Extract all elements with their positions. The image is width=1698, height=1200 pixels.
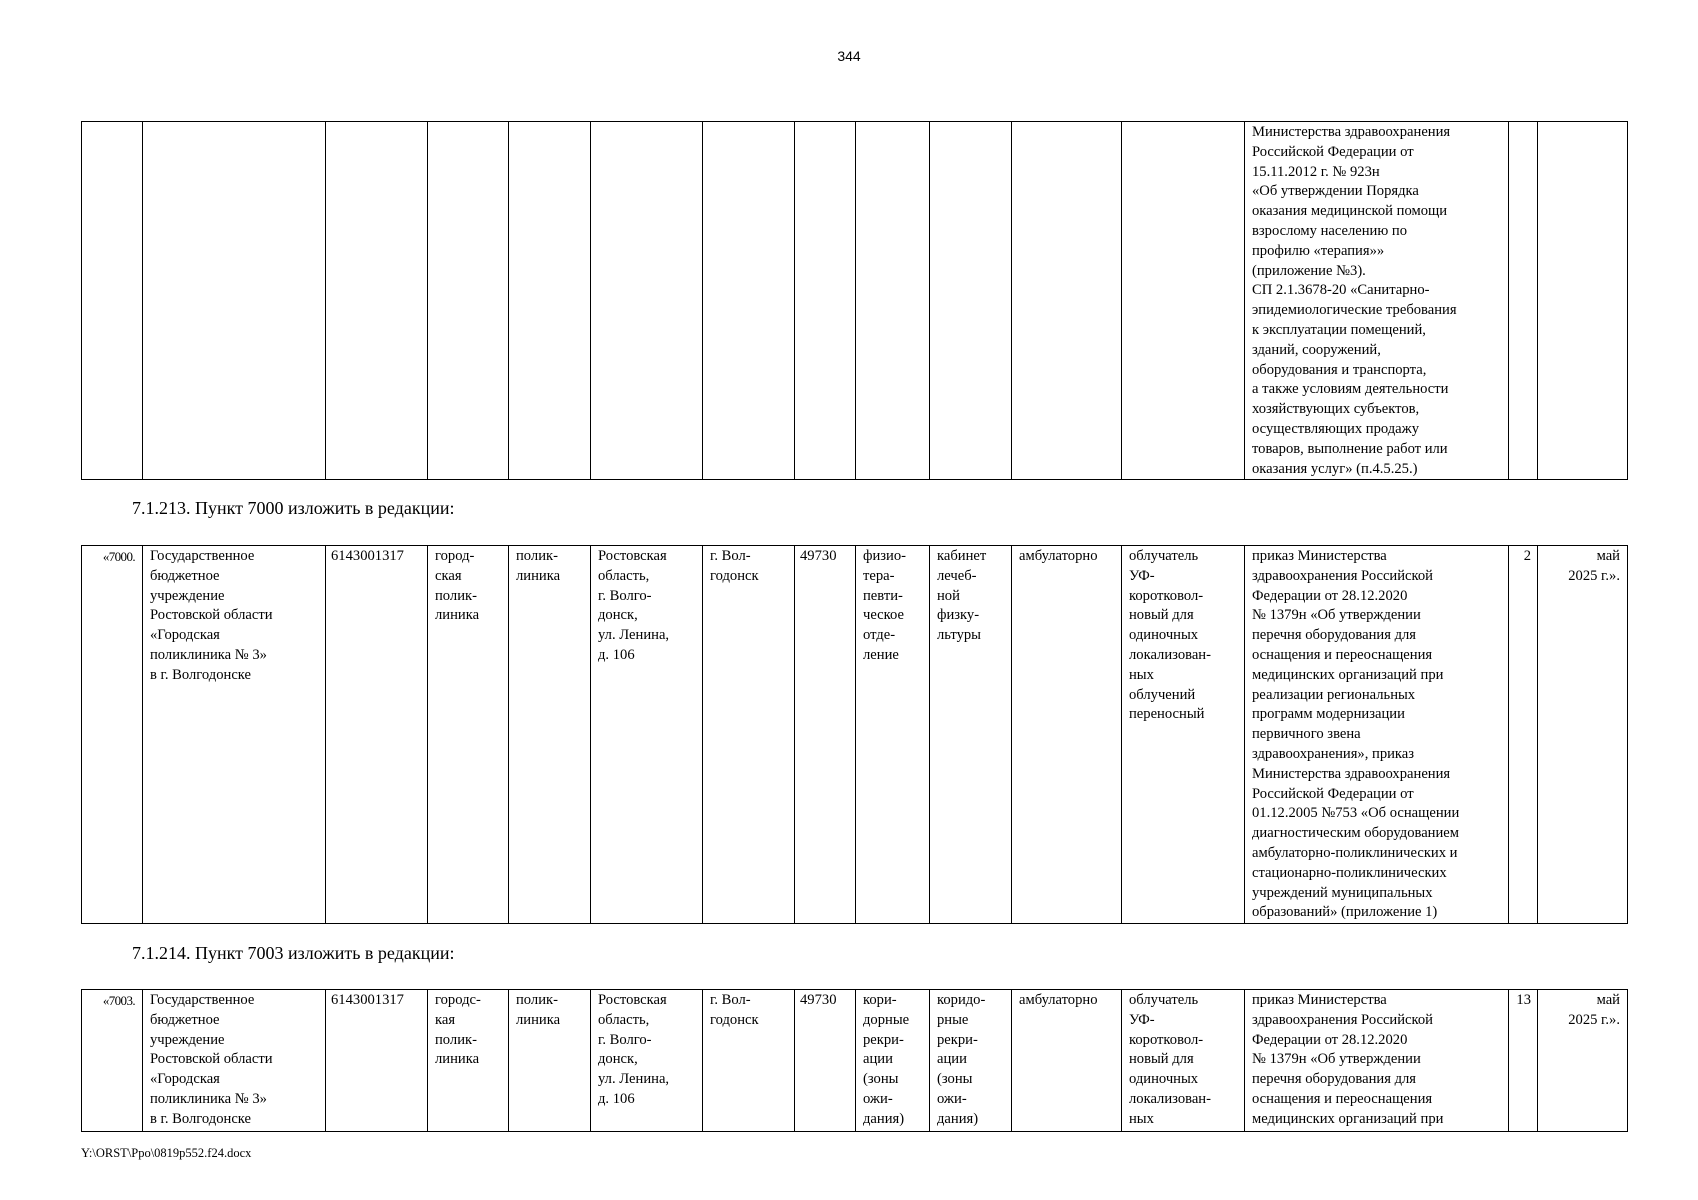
- cell-text-line: здравоохранения Российской: [1252, 1011, 1433, 1028]
- cell-text-line: льтуры: [937, 627, 981, 644]
- cell-text-line: ации: [863, 1051, 893, 1068]
- cell-text-line: профилю «терапия»»: [1252, 242, 1385, 259]
- cell-text-line: область,: [598, 567, 650, 584]
- device-cell: [1122, 546, 1245, 924]
- cell-text-line: отде-: [863, 627, 896, 644]
- cell-text-line: локализован-: [1129, 646, 1211, 663]
- cell-text-line: Ростовской области: [150, 1051, 273, 1068]
- cell-text-line: полик-: [435, 1031, 477, 1048]
- department-cell: [856, 546, 930, 924]
- cell-text-line: коротковол-: [1129, 1031, 1204, 1048]
- cell-text-line: хозяйствующих субъектов,: [1252, 401, 1420, 418]
- cell-text-line: Ростовская: [598, 992, 667, 1008]
- cell-text-line: медицинских организаций при: [1252, 666, 1444, 683]
- cell-text-line: Министерства здравоохранения: [1252, 124, 1451, 140]
- section-heading: 7.1.213. Пункт 7000 изложить в редакции:: [132, 498, 455, 518]
- cell-text-line: полик-: [516, 548, 558, 564]
- count-cell: 13: [1509, 990, 1538, 1132]
- cell-text-line: кори-: [863, 992, 897, 1008]
- cell-text-line: облучатель: [1129, 992, 1199, 1008]
- device-cell: [1122, 990, 1245, 1132]
- cell-text-line: здравоохранения Российской: [1252, 567, 1433, 584]
- cell-text-line: новый для: [1129, 1051, 1194, 1068]
- cell-text-line: городс-: [435, 992, 481, 1008]
- continuation-table: [81, 121, 1628, 480]
- cell-text-line: линика: [435, 1051, 480, 1068]
- cell-text-line: д. 106: [598, 1090, 635, 1107]
- count-cell: 2: [1509, 546, 1538, 924]
- cell-text-line: рные: [937, 1011, 969, 1028]
- code-cell: 49730: [795, 546, 856, 924]
- law-cell: [1245, 122, 1509, 480]
- cell-text-line: Федерации от 28.12.2020: [1252, 1031, 1408, 1048]
- mode-cell: амбулаторно: [1012, 546, 1122, 924]
- cell-text-line: (зоны: [937, 1071, 973, 1088]
- cell-text-line: взрослому населению по: [1252, 222, 1408, 239]
- cell-text-line: ление: [863, 646, 899, 663]
- cell-text-line: ных: [1129, 1110, 1154, 1127]
- cell-text-line: № 1379н «Об утверждении: [1252, 607, 1421, 624]
- city-cell: [703, 546, 795, 924]
- cell-text-line: г. Волго-: [598, 1031, 652, 1048]
- cell-text-line: а также условиям деятельности: [1252, 381, 1449, 398]
- cell-text-line: 15.11.2012 г. № 923н: [1252, 163, 1380, 180]
- cell-text-line: коридо-: [937, 992, 986, 1008]
- cell-text-line: д. 106: [598, 646, 635, 663]
- cell-text-line: одиночных: [1129, 1071, 1199, 1088]
- cell-text-line: локализован-: [1129, 1090, 1211, 1107]
- cell-text-line: ожи-: [937, 1090, 967, 1107]
- footer-file-path: Y:\ORST\Ppo\0819p552.f24.docx: [81, 1146, 252, 1160]
- cell-text-line: поликлиника № 3»: [150, 646, 267, 663]
- item-7000-table: [81, 545, 1628, 924]
- cell-text-line: донск,: [598, 1051, 638, 1068]
- cell-text-line: ной: [937, 587, 960, 604]
- cell-text-line: май: [1596, 548, 1620, 564]
- cell-text-line: № 1379н «Об утверждении: [1252, 1051, 1421, 1068]
- cell-text-line: облучатель: [1129, 548, 1199, 564]
- table-row: [82, 546, 1628, 924]
- table-row: [82, 122, 1628, 480]
- cell-text-line: кабинет: [937, 548, 987, 564]
- mode-cell: амбулаторно: [1012, 990, 1122, 1132]
- cell-text-line: линика: [516, 1011, 561, 1028]
- cell-text-line: амбулаторно-поликлинических и: [1252, 844, 1458, 861]
- cell-text-line: рекри-: [863, 1031, 904, 1048]
- cell-text-line: май: [1596, 992, 1620, 1008]
- inn-cell: 6143001317: [326, 546, 428, 924]
- cell-text-line: коротковол-: [1129, 587, 1204, 604]
- cell-text-line: Российской Федерации от: [1252, 143, 1414, 160]
- address-cell: [591, 546, 703, 924]
- cell-text-line: рекри-: [937, 1031, 978, 1048]
- cell-text-line: оснащения и переоснащения: [1252, 1090, 1433, 1107]
- organization-cell: [143, 990, 326, 1132]
- cell-text-line: дания): [937, 1110, 979, 1127]
- cell-text-line: к эксплуатации помещений,: [1252, 321, 1426, 338]
- cell-text-line: диагностическим оборудованием: [1252, 825, 1460, 842]
- item-number: «7000.: [82, 546, 143, 924]
- cell-text-line: первичного звена: [1252, 726, 1361, 743]
- section-heading: 7.1.214. Пункт 7003 изложить в редакции:: [132, 943, 455, 963]
- date-cell: [1538, 546, 1628, 924]
- cell-text-line: певти-: [863, 587, 903, 604]
- cell-text-line: оборудования и транспорта,: [1252, 361, 1427, 378]
- cell-text-line: «Об утверждении Порядка: [1252, 183, 1419, 200]
- cell-text-line: «Городская: [150, 1071, 220, 1088]
- cell-text-line: перечня оборудования для: [1252, 1071, 1417, 1088]
- law-cell: [1245, 546, 1509, 924]
- cell-text-line: полик-: [435, 587, 477, 604]
- cell-text-line: физку-: [937, 607, 980, 624]
- cell-text-line: эпидемиологические требования: [1252, 302, 1457, 319]
- cell-text-line: реализации региональных: [1252, 686, 1416, 703]
- cell-text-line: ожи-: [863, 1090, 893, 1107]
- city-cell: [703, 990, 795, 1132]
- cell-text-line: УФ-: [1129, 1011, 1155, 1028]
- cell-text-line: СП 2.1.3678-20 «Санитарно-: [1252, 282, 1430, 299]
- cell-text-line: (приложение №3).: [1252, 262, 1366, 279]
- cell-text-line: область,: [598, 1011, 650, 1028]
- cell-text-line: образований» (приложение 1): [1252, 904, 1438, 921]
- cell-text-line: учреждение: [150, 587, 225, 604]
- room-cell: [930, 546, 1012, 924]
- cell-text-line: ации: [937, 1051, 967, 1068]
- cell-text-line: Ростовская: [598, 548, 667, 564]
- cell-text-line: 2025 г.».: [1568, 1011, 1620, 1028]
- cell-text-line: Федерации от 28.12.2020: [1252, 587, 1408, 604]
- cell-text-line: годонск: [710, 567, 759, 584]
- cell-text-line: учреждение: [150, 1031, 225, 1048]
- room-cell: [930, 990, 1012, 1132]
- cell-text-line: ческое: [863, 607, 904, 624]
- cell-text-line: г. Волго-: [598, 587, 652, 604]
- cell-text-line: приказ Министерства: [1252, 992, 1387, 1008]
- cell-text-line: одиночных: [1129, 627, 1199, 644]
- cell-text-line: оснащения и переоснащения: [1252, 646, 1433, 663]
- cell-text-line: Министерства здравоохранения: [1252, 765, 1451, 782]
- cell-text-line: «Городская: [150, 627, 220, 644]
- date-cell: [1538, 990, 1628, 1132]
- cell-text-line: дорные: [863, 1011, 910, 1028]
- cell-text-line: учреждений муниципальных: [1252, 884, 1433, 901]
- cell-text-line: бюджетное: [150, 1011, 220, 1028]
- cell-text-line: программ модернизации: [1252, 706, 1405, 723]
- cell-text-line: донск,: [598, 607, 638, 624]
- organization-cell: [143, 546, 326, 924]
- cell-text-line: ская: [435, 567, 462, 584]
- cell-text-line: город-: [435, 548, 475, 564]
- cell-text-line: лечеб-: [937, 567, 977, 584]
- cell-text-line: оказания услуг» (п.4.5.25.): [1252, 460, 1418, 477]
- item-7003-table: [81, 989, 1628, 1132]
- cell-text-line: Российской Федерации от: [1252, 785, 1414, 802]
- cell-text-line: кая: [435, 1011, 456, 1028]
- cell-text-line: линика: [516, 567, 561, 584]
- cell-text-line: Государственное: [150, 992, 255, 1008]
- address-cell: [591, 990, 703, 1132]
- org-kind-cell: [509, 546, 591, 924]
- cell-text-line: физио-: [863, 548, 906, 564]
- cell-text-line: ул. Ленина,: [598, 1071, 670, 1088]
- department-cell: [856, 990, 930, 1132]
- cell-text-line: оказания медицинской помощи: [1252, 203, 1448, 220]
- org-type-cell: [428, 990, 509, 1132]
- cell-text-line: (зоны: [863, 1071, 899, 1088]
- cell-text-line: приказ Министерства: [1252, 548, 1387, 564]
- item-number: «7003.: [82, 990, 143, 1132]
- cell-text-line: годонск: [710, 1011, 759, 1028]
- cell-text-line: осуществляющих продажу: [1252, 420, 1420, 437]
- cell-text-line: здравоохранения», приказ: [1252, 745, 1415, 762]
- cell-text-line: перечня оборудования для: [1252, 627, 1417, 644]
- cell-text-line: полик-: [516, 992, 558, 1008]
- cell-text-line: переносный: [1129, 706, 1205, 723]
- cell-text-line: в г. Волгодонске: [150, 666, 252, 683]
- cell-text-line: 2025 г.».: [1568, 567, 1620, 584]
- cell-text-line: новый для: [1129, 607, 1194, 624]
- cell-text-line: поликлиника № 3»: [150, 1090, 267, 1107]
- cell-text-line: 01.12.2005 №753 «Об оснащении: [1252, 805, 1460, 822]
- law-cell: [1245, 990, 1509, 1132]
- cell-text-line: УФ-: [1129, 567, 1155, 584]
- cell-text-line: Государственное: [150, 548, 255, 564]
- code-cell: 49730: [795, 990, 856, 1132]
- cell-text-line: линика: [435, 607, 480, 624]
- cell-text-line: г. Вол-: [710, 992, 751, 1008]
- cell-text-line: медицинских организаций при: [1252, 1110, 1444, 1127]
- cell-text-line: ных: [1129, 666, 1154, 683]
- cell-text-line: в г. Волгодонске: [150, 1110, 252, 1127]
- cell-text-line: ул. Ленина,: [598, 627, 670, 644]
- cell-text-line: зданий, сооружений,: [1252, 341, 1381, 358]
- page-number: 344: [837, 48, 861, 64]
- cell-text-line: облучений: [1129, 686, 1196, 703]
- cell-text-line: бюджетное: [150, 567, 220, 584]
- table-row: [82, 990, 1628, 1132]
- org-type-cell: [428, 546, 509, 924]
- inn-cell: 6143001317: [326, 990, 428, 1132]
- cell-text-line: г. Вол-: [710, 548, 751, 564]
- cell-text-line: стационарно-поликлинических: [1252, 864, 1447, 881]
- cell-text-line: товаров, выполнение работ или: [1252, 440, 1448, 457]
- cell-text-line: Ростовской области: [150, 607, 273, 624]
- org-kind-cell: [509, 990, 591, 1132]
- cell-text-line: дания): [863, 1110, 905, 1127]
- cell-text-line: тера-: [863, 567, 895, 584]
